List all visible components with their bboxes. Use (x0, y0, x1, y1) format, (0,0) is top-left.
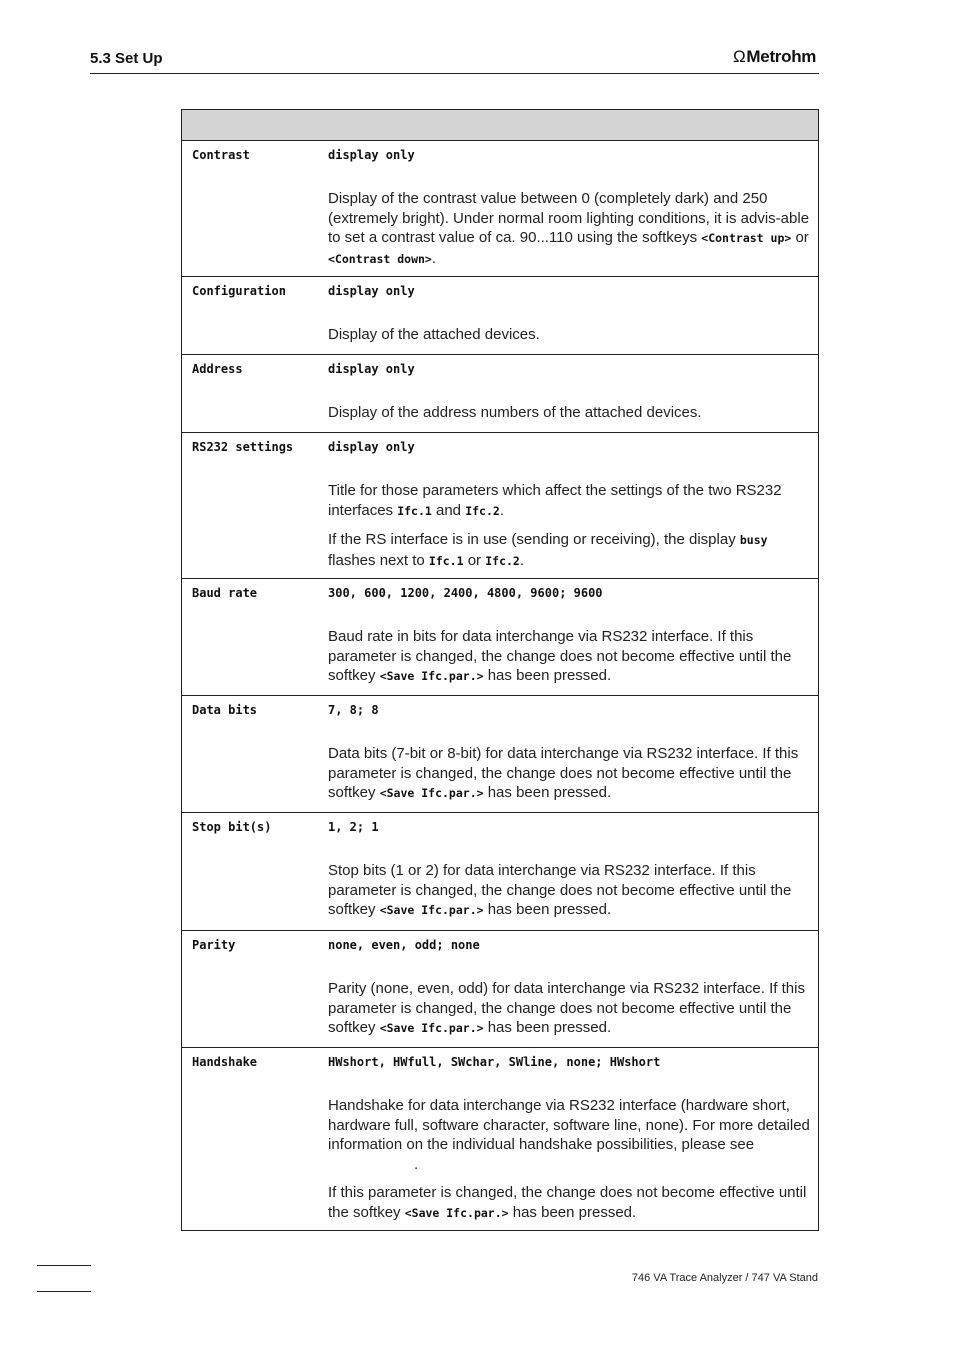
logo-text: Metrohm (746, 47, 817, 66)
description-paragraph (328, 481, 814, 521)
parameter-name: Address (192, 362, 243, 376)
description-text: or (791, 229, 809, 246)
table-row (182, 277, 818, 355)
inline-code: <Save Ifc.par.> (379, 669, 484, 683)
parameter-table (181, 109, 819, 1231)
parameter-name: Contrast (192, 148, 250, 162)
omega-logo-icon: Ω (733, 47, 746, 66)
description-text: has been pressed. (483, 901, 612, 918)
table-row (182, 141, 818, 277)
parameter-range: 1, 2; 1 (328, 820, 379, 834)
description-text: has been pressed. (483, 667, 612, 684)
metrohm-logo (733, 47, 816, 67)
table-header-bar (182, 110, 818, 141)
footer-rule-bottom (37, 1291, 91, 1292)
inline-code: Ifc.1 (397, 503, 432, 518)
parameter-range: HWshort, HWfull, SWchar, SWline, none; HWshort (328, 1055, 661, 1069)
description-paragraph (328, 189, 814, 269)
description-text: has been pressed. (483, 1019, 612, 1036)
parameter-name: Data bits (192, 703, 258, 717)
table-row (182, 433, 818, 579)
parameter-name: Baud rate (192, 586, 258, 600)
inline-code: Ifc.2 (465, 503, 500, 518)
parameter-name: Stop bit(s) (192, 820, 272, 834)
table-row (182, 579, 818, 696)
description-text: Parity (none, even, odd) for data interchange via RS232 interface. If this parameter is changed, the change does not become effective until the softkey (328, 980, 805, 1036)
description-paragraph (328, 1183, 814, 1223)
parameter-description (328, 403, 814, 423)
description-paragraph (328, 1096, 814, 1174)
description-paragraph (328, 861, 814, 921)
parameter-description (328, 861, 814, 921)
parameter-name: Handshake (192, 1055, 258, 1069)
description-text: Baud rate in bits for data interchange via RS232 interface. If this parameter is changed, the change does not become effective until the softkey (328, 628, 792, 684)
inline-code: Ifc.2 (485, 553, 520, 568)
parameter-description (328, 744, 814, 804)
description-text: Handshake for data interchange via RS232 interface (hardware short, hardware full, software character, software line, none). For more detailed information on the individual handshake possibilities, please see (328, 1097, 810, 1153)
parameter-name: Configuration (192, 284, 286, 298)
description-text: Display of the contrast value between 0 (completely dark) and 250 (extremely bright). Under normal room lighting conditions, it is advis-able to set a contrast value of ca. 90...110 using the softkeys (328, 190, 810, 246)
description-text: Stop bits (1 or 2) for data interchange via RS232 interface. If this parameter is changed, the change does not become effective until the softkey (328, 862, 792, 918)
inline-code: <Save Ifc.par.> (379, 903, 484, 917)
description-paragraph (328, 744, 814, 804)
table-row (182, 1048, 818, 1230)
description-text: . (519, 551, 525, 569)
description-text: Display of the address numbers of the attached devices. (328, 404, 702, 421)
parameter-range: display only (328, 284, 415, 298)
description-text: If this parameter is changed, the change does not become effective until the softkey (328, 1184, 807, 1221)
description-text: . (414, 1155, 419, 1173)
description-paragraph (328, 325, 814, 345)
description-text: Title for those parameters which affect the settings of the two RS232 interfaces (328, 482, 782, 519)
description-paragraph (328, 979, 814, 1039)
parameter-range: display only (328, 362, 415, 376)
table-row (182, 931, 818, 1048)
footer-product-name: 746 VA Trace Analyzer / 747 VA Stand (631, 1272, 818, 1284)
description-paragraph (328, 627, 814, 687)
inline-code: <Save Ifc.par.> (379, 1021, 484, 1035)
description-text: . (499, 501, 504, 519)
parameter-range: 7, 8; 8 (328, 703, 379, 717)
description-text: Display of the attached devices. (328, 326, 540, 343)
inline-code: Ifc.1 (428, 553, 464, 568)
parameter-range: display only (328, 440, 415, 454)
parameter-description (328, 1096, 814, 1223)
table-row (182, 813, 818, 931)
inline-code: <Save Ifc.par.> (379, 786, 484, 800)
parameter-name: RS232 settings (192, 440, 294, 454)
description-text: Data bits (7-bit or 8-bit) for data interchange via RS232 interface. If this parameter is changed, the change does not become effective until the softkey (328, 745, 799, 801)
parameter-description (328, 627, 814, 687)
parameter-range: 300, 600, 1200, 2400, 4800, 9600; 9600 (328, 586, 603, 600)
description-paragraph (328, 530, 814, 571)
description-text: flashes next to (328, 551, 429, 569)
inline-code: <Contrast up> (701, 231, 792, 245)
parameter-description (328, 979, 814, 1039)
description-paragraph (328, 403, 814, 423)
description-text: has been pressed. (508, 1203, 637, 1221)
description-text: . (431, 249, 437, 267)
parameter-description (328, 325, 814, 345)
parameter-name: Parity (192, 938, 236, 952)
description-text: or (463, 551, 486, 569)
description-text: If the RS interface is in use (sending or receiving), the display (328, 531, 740, 548)
section-header: 5.3 Set Up (90, 50, 163, 67)
table-row (182, 696, 818, 813)
header-rule (90, 73, 819, 74)
parameter-range: none, even, odd; none (328, 938, 480, 952)
inline-code: busy (739, 533, 768, 547)
inline-code: <Contrast down> (328, 251, 432, 266)
description-text: and (431, 501, 466, 519)
parameter-description (328, 481, 814, 571)
inline-code: <Save Ifc.par.> (404, 1205, 509, 1220)
footer-rule-top (37, 1265, 91, 1266)
description-text: has been pressed. (483, 784, 612, 801)
parameter-description (328, 189, 814, 269)
parameter-range: display only (328, 148, 415, 162)
table-row (182, 355, 818, 433)
